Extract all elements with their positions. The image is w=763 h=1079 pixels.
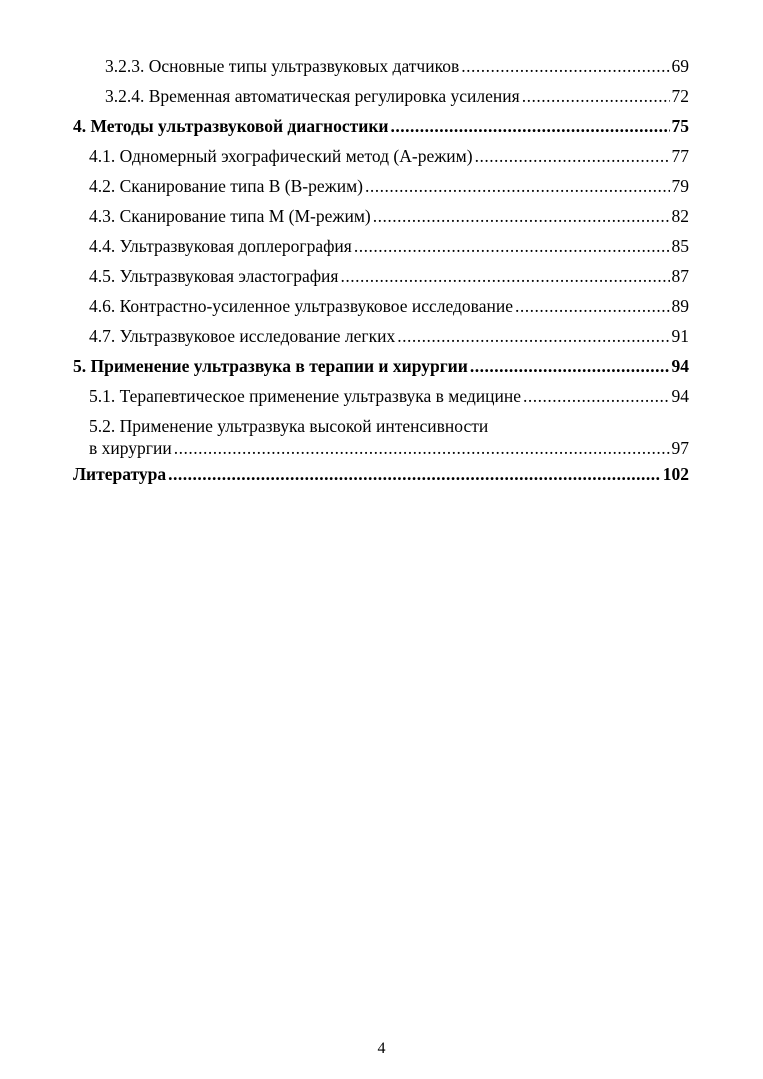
toc-entry-page: 97 <box>671 438 689 458</box>
toc-entry-title: 5.2. Применение ультразвука высокой интенсивности <box>89 416 489 436</box>
toc-leader-dots <box>174 437 670 459</box>
toc-entry[interactable] <box>73 415 689 463</box>
toc-entry-title: 4.5. Ультразвуковая эластография <box>89 266 339 286</box>
toc-entry-title: 3.2.3. Основные типы ультразвуковых датчиков <box>105 56 460 76</box>
toc-entry-page: 89 <box>671 296 689 316</box>
toc-leader-dots <box>373 205 670 227</box>
toc-entry-title: Литература <box>73 464 167 484</box>
toc-entry-title: 4.6. Контрастно-усиленное ультразвуковое исследование <box>89 296 513 316</box>
toc-entry-page: 79 <box>671 176 689 196</box>
toc-entry-title: 4.7. Ультразвуковое исследование легких <box>89 326 396 346</box>
toc-entry-title: 4.2. Сканирование типа В (В-режим) <box>89 176 363 196</box>
toc-leader-dots <box>365 175 670 197</box>
toc-entry-title: 4. Методы ультразвуковой диагностики <box>73 116 389 136</box>
toc-leader-dots <box>391 115 670 137</box>
toc-entry-page: 75 <box>671 116 689 136</box>
toc-leader-dots <box>354 235 670 257</box>
toc-entry-page: 102 <box>662 464 689 484</box>
toc-entry-page: 77 <box>671 146 689 166</box>
toc-entry-page: 87 <box>671 266 689 286</box>
toc-entry[interactable] <box>73 85 689 115</box>
toc-entry-page: 82 <box>671 206 689 226</box>
toc-chapter-entry[interactable] <box>73 355 689 385</box>
table-of-contents <box>73 55 689 493</box>
toc-entry-page: 85 <box>671 236 689 256</box>
toc-entry[interactable] <box>73 295 689 325</box>
toc-leader-dots <box>470 355 670 377</box>
toc-leader-dots <box>523 385 670 407</box>
toc-entry-title: 4.4. Ультразвуковая доплерография <box>89 236 352 256</box>
toc-entry-page: 94 <box>671 386 689 406</box>
toc-entry-page: 69 <box>671 56 689 76</box>
toc-entry-title: 5. Применение ультразвука в терапии и хирургии <box>73 356 468 376</box>
toc-leader-dots <box>461 55 669 77</box>
toc-entry-title: 3.2.4. Временная автоматическая регулировка усиления <box>105 86 520 106</box>
toc-entry[interactable] <box>73 385 689 415</box>
toc-entry[interactable] <box>73 55 689 85</box>
toc-entry-page: 91 <box>671 326 689 346</box>
toc-entry-page: 94 <box>671 356 689 376</box>
toc-entry-title: 4.3. Сканирование типа М (М-режим) <box>89 206 371 226</box>
toc-leader-dots <box>340 265 669 287</box>
toc-entry[interactable] <box>73 325 689 355</box>
toc-entry[interactable] <box>73 235 689 265</box>
toc-entry-page: 72 <box>671 86 689 106</box>
toc-leader-dots <box>475 145 670 167</box>
toc-chapter-entry[interactable] <box>73 463 689 493</box>
toc-entry[interactable] <box>73 145 689 175</box>
toc-entry-title: 5.1. Терапевтическое применение ультразвука в медицине <box>89 386 521 406</box>
toc-entry-title: 4.1. Одномерный эхографический метод (А-режим) <box>89 146 473 166</box>
toc-leader-dots <box>397 325 669 347</box>
toc-entry[interactable] <box>73 205 689 235</box>
toc-leader-dots <box>515 295 670 317</box>
page-number: 4 <box>377 1040 386 1057</box>
toc-chapter-entry[interactable] <box>73 115 689 145</box>
toc-entry-title-continuation: в хирургии <box>89 438 172 458</box>
toc-entry[interactable] <box>73 175 689 205</box>
toc-leader-dots <box>522 85 670 107</box>
toc-leader-dots <box>168 463 661 485</box>
toc-entry[interactable] <box>73 265 689 295</box>
